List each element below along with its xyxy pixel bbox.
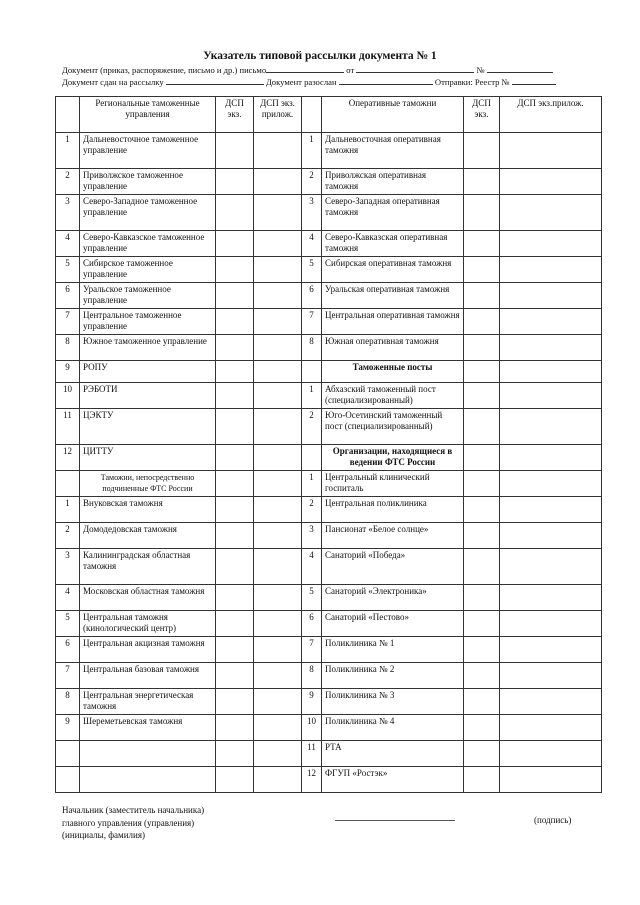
header-regional: Региональные таможенные управления (80, 97, 216, 133)
meta-handed-label: Документ сдан на рассылку (62, 77, 164, 87)
row-dsp-ekz-cell[interactable] (216, 715, 254, 741)
table-row (56, 611, 602, 637)
row-dsp-ekz-cell[interactable] (216, 283, 254, 309)
table-row (56, 637, 602, 663)
row-right-name: Санаторий «Победа» (322, 549, 464, 585)
row-number-right: 11 (302, 741, 322, 767)
table-row (56, 231, 602, 257)
row-left-name: Шереметьевская таможня (80, 715, 216, 741)
row-dsp-ekz-cell[interactable] (216, 361, 254, 383)
row-right-name: Поликлиника № 2 (322, 663, 464, 689)
table-row (56, 283, 602, 309)
row-dsp-prilozh-cell[interactable] (254, 133, 302, 169)
row-dsp-prilozh-cell[interactable] (254, 169, 302, 195)
row-number-right: 6 (302, 283, 322, 309)
row-number-right: 1 (302, 471, 322, 497)
row-dsp-prilozh-right-cell[interactable] (500, 767, 602, 793)
row-dsp-prilozh-right-cell[interactable] (500, 335, 602, 361)
row-left-name: Центральная таможня (кинологический центр) (80, 611, 216, 637)
row-right-name: Поликлиника № 3 (322, 689, 464, 715)
row-number-right: 5 (302, 257, 322, 283)
row-dsp-prilozh-right-cell[interactable] (500, 549, 602, 585)
row-dsp-ekz-right-cell[interactable] (464, 663, 500, 689)
row-left-name: Сибирское таможенное управление (80, 257, 216, 283)
row-number-left: 11 (56, 409, 80, 445)
row-dsp-ekz-right-cell[interactable] (464, 611, 500, 637)
row-dsp-ekz-right-cell[interactable] (464, 689, 500, 715)
table-row (56, 741, 602, 767)
footer-signatory (62, 804, 204, 842)
row-right-name: Центральный клинический госпиталь (322, 471, 464, 497)
row-dsp-prilozh-right-cell[interactable] (500, 195, 602, 231)
registry-number-field[interactable] (512, 75, 556, 85)
table-row (56, 361, 602, 383)
row-left-name: Северо-Кавказское таможенное управление (80, 231, 216, 257)
row-dsp-prilozh-right-cell[interactable] (500, 283, 602, 309)
row-left-name: Центральная базовая таможня (80, 663, 216, 689)
row-dsp-ekz-cell[interactable] (216, 231, 254, 257)
row-number-right (302, 361, 322, 383)
row-right-name: Дальневосточная оперативная таможня (322, 133, 464, 169)
row-number-right: 3 (302, 523, 322, 549)
row-number-right: 9 (302, 689, 322, 715)
row-dsp-ekz-right-cell[interactable] (464, 471, 500, 497)
row-number-right: 2 (302, 169, 322, 195)
row-number-left: 4 (56, 231, 80, 257)
row-right-name: Пансионат «Белое солнце» (322, 523, 464, 549)
table-row (56, 195, 602, 231)
footer-line-2: главного управления (управления) (62, 817, 195, 828)
row-left-name: Уральское таможенное управление (80, 283, 216, 309)
header-operational: Оперативные таможни (322, 97, 464, 133)
row-dsp-ekz-right-cell[interactable] (464, 309, 500, 335)
row-dsp-ekz-cell[interactable] (216, 309, 254, 335)
row-number-right: 5 (302, 585, 322, 611)
row-dsp-ekz-cell[interactable] (216, 767, 254, 793)
row-number-left: 6 (56, 637, 80, 663)
row-left-name: Центральная акцизная таможня (80, 637, 216, 663)
doc-type-field[interactable] (266, 63, 344, 73)
row-number-right: 12 (302, 767, 322, 793)
row-right-name: РТА (322, 741, 464, 767)
row-number-right (302, 445, 322, 471)
row-right-name: Поликлиника № 1 (322, 637, 464, 663)
row-dsp-ekz-right-cell[interactable] (464, 195, 500, 231)
header-num-right (302, 97, 322, 133)
table-header-row (56, 97, 602, 133)
row-right-name: Центральная оперативная таможня (322, 309, 464, 335)
table-row (56, 309, 602, 335)
row-left-name: ЦЭКТУ (80, 409, 216, 445)
row-number-left: 1 (56, 133, 80, 169)
row-number-right: 10 (302, 715, 322, 741)
row-dsp-prilozh-right-cell[interactable] (500, 133, 602, 169)
row-number-right: 7 (302, 309, 322, 335)
row-number-right: 8 (302, 663, 322, 689)
row-dsp-prilozh-cell[interactable] (254, 549, 302, 585)
row-dsp-prilozh-cell[interactable] (254, 195, 302, 231)
signature-label: (подпись) (534, 815, 572, 825)
row-dsp-ekz-cell[interactable] (216, 741, 254, 767)
meta-sent-label: Документ разослан (265, 77, 337, 87)
table-row (56, 335, 602, 361)
row-dsp-ekz-right-cell[interactable] (464, 409, 500, 445)
row-number-left: 7 (56, 309, 80, 335)
meta-line-document (62, 63, 553, 75)
row-right-name: Поликлиника № 4 (322, 715, 464, 741)
table-row (56, 497, 602, 523)
row-right-name: Центральная поликлиника (322, 497, 464, 523)
row-dsp-ekz-cell[interactable] (216, 523, 254, 549)
table-row (56, 549, 602, 585)
table-row (56, 445, 602, 471)
row-dsp-prilozh-right-cell[interactable] (500, 309, 602, 335)
row-number-right: 2 (302, 409, 322, 445)
row-number-left: 2 (56, 523, 80, 549)
row-number-left (56, 471, 80, 497)
row-number-right: 4 (302, 549, 322, 585)
row-right-name: Приволжская оперативная таможня (322, 169, 464, 195)
row-left-name: ЦИТТУ (80, 445, 216, 471)
row-dsp-ekz-cell[interactable] (216, 689, 254, 715)
row-dsp-prilozh-right-cell[interactable] (500, 471, 602, 497)
row-dsp-prilozh-right-cell[interactable] (500, 663, 602, 689)
row-left-name (80, 741, 216, 767)
row-number-right: 7 (302, 637, 322, 663)
meta-doc-label: Документ (приказ, распоряжение, письмо и др.) письмо (62, 65, 267, 75)
row-dsp-prilozh-right-cell[interactable] (500, 445, 602, 471)
row-dsp-prilozh-cell[interactable] (254, 663, 302, 689)
row-dsp-prilozh-cell[interactable] (254, 309, 302, 335)
row-dsp-prilozh-right-cell[interactable] (500, 689, 602, 715)
row-dsp-prilozh-cell[interactable] (254, 283, 302, 309)
row-dsp-prilozh-right-cell[interactable] (500, 585, 602, 611)
row-dsp-ekz-right-cell[interactable] (464, 169, 500, 195)
row-left-name: Домодедовская таможня (80, 523, 216, 549)
table-row (56, 585, 602, 611)
row-dsp-ekz-cell[interactable] (216, 549, 254, 585)
row-number-left: 5 (56, 611, 80, 637)
row-number-left: 9 (56, 361, 80, 383)
table-row (56, 133, 602, 169)
row-dsp-ekz-right-cell[interactable] (464, 497, 500, 523)
row-dsp-ekz-right-cell[interactable] (464, 715, 500, 741)
row-number-left: 8 (56, 335, 80, 361)
row-right-name: Абхазский таможенный пост (специализированный) (322, 383, 464, 409)
row-number-left: 1 (56, 497, 80, 523)
row-dsp-prilozh-cell[interactable] (254, 383, 302, 409)
row-dsp-ekz-right-cell[interactable] (464, 231, 500, 257)
table-row (56, 715, 602, 741)
row-dsp-prilozh-right-cell[interactable] (500, 409, 602, 445)
row-dsp-prilozh-right-cell[interactable] (500, 523, 602, 549)
row-dsp-prilozh-right-cell[interactable] (500, 715, 602, 741)
row-dsp-ekz-cell[interactable] (216, 335, 254, 361)
row-dsp-ekz-right-cell[interactable] (464, 585, 500, 611)
row-right-name: Северо-Западная оперативная таможня (322, 195, 464, 231)
row-dsp-prilozh-cell[interactable] (254, 409, 302, 445)
row-number-left: 2 (56, 169, 80, 195)
row-number-left: 8 (56, 689, 80, 715)
row-number-left (56, 741, 80, 767)
row-dsp-prilozh-cell[interactable] (254, 585, 302, 611)
row-dsp-ekz-right-cell[interactable] (464, 383, 500, 409)
table-row (56, 383, 602, 409)
row-number-left: 7 (56, 663, 80, 689)
row-number-right: 3 (302, 195, 322, 231)
header-dsp-ekz: ДСП экз. (216, 97, 254, 133)
row-right-name: Организации, находящиеся в ведении ФТС России (322, 445, 464, 471)
header-num-left (56, 97, 80, 133)
row-dsp-ekz-cell[interactable] (216, 383, 254, 409)
row-left-name: Московская областная таможня (80, 585, 216, 611)
row-dsp-ekz-right-cell[interactable] (464, 445, 500, 471)
row-dsp-ekz-cell[interactable] (216, 409, 254, 445)
row-right-name: Северо-Кавказская оперативная таможня (322, 231, 464, 257)
row-dsp-ekz-cell[interactable] (216, 471, 254, 497)
table-row (56, 689, 602, 715)
row-left-name: Дальневосточное таможенное управление (80, 133, 216, 169)
row-dsp-prilozh-right-cell[interactable] (500, 637, 602, 663)
row-dsp-prilozh-cell[interactable] (254, 637, 302, 663)
row-number-left: 12 (56, 445, 80, 471)
row-number-right: 1 (302, 383, 322, 409)
row-dsp-prilozh-cell[interactable] (254, 497, 302, 523)
table-row (56, 169, 602, 195)
sent-date-field[interactable] (339, 75, 433, 85)
row-dsp-prilozh-right-cell[interactable] (500, 257, 602, 283)
row-dsp-ekz-cell[interactable] (216, 637, 254, 663)
row-dsp-prilozh-cell[interactable] (254, 689, 302, 715)
row-right-name: Юго-Осетинский таможенный пост (специализированный) (322, 409, 464, 445)
table-row (56, 523, 602, 549)
row-left-name: Калининградская областная таможня (80, 549, 216, 585)
row-dsp-ekz-right-cell[interactable] (464, 549, 500, 585)
row-number-right: 4 (302, 231, 322, 257)
row-right-name: Сибирская оперативная таможня (322, 257, 464, 283)
row-right-name: ФГУП «Ростэк» (322, 767, 464, 793)
row-dsp-ekz-right-cell[interactable] (464, 361, 500, 383)
table-row (56, 663, 602, 689)
row-dsp-prilozh-cell[interactable] (254, 741, 302, 767)
row-dsp-ekz-right-cell[interactable] (464, 133, 500, 169)
row-dsp-prilozh-cell[interactable] (254, 361, 302, 383)
row-number-left: 6 (56, 283, 80, 309)
row-right-name: Санаторий «Пестово» (322, 611, 464, 637)
row-left-name (80, 767, 216, 793)
row-left-name: Внуковская таможня (80, 497, 216, 523)
row-dsp-ekz-right-cell[interactable] (464, 741, 500, 767)
table-row (56, 767, 602, 793)
row-dsp-prilozh-cell[interactable] (254, 767, 302, 793)
row-dsp-ekz-cell[interactable] (216, 133, 254, 169)
row-dsp-ekz-right-cell[interactable] (464, 767, 500, 793)
row-left-name: Центральное таможенное управление (80, 309, 216, 335)
row-number-left: 3 (56, 549, 80, 585)
row-left-name: Приволжское таможенное управление (80, 169, 216, 195)
row-dsp-ekz-right-cell[interactable] (464, 335, 500, 361)
row-number-left: 3 (56, 195, 80, 231)
footer-line-3: (инициалы, фамилия) (62, 830, 145, 840)
row-dsp-ekz-cell[interactable] (216, 497, 254, 523)
row-left-name: РЭБОТИ (80, 383, 216, 409)
row-dsp-ekz-cell[interactable] (216, 663, 254, 689)
row-dsp-ekz-right-cell[interactable] (464, 283, 500, 309)
row-dsp-prilozh-cell[interactable] (254, 445, 302, 471)
row-dsp-prilozh-right-cell[interactable] (500, 741, 602, 767)
doc-number-field[interactable] (487, 63, 553, 73)
row-dsp-prilozh-right-cell[interactable] (500, 361, 602, 383)
row-dsp-ekz-cell[interactable] (216, 195, 254, 231)
row-dsp-ekz-right-cell[interactable] (464, 637, 500, 663)
row-dsp-prilozh-right-cell[interactable] (500, 383, 602, 409)
row-dsp-prilozh-cell[interactable] (254, 257, 302, 283)
signature-line[interactable] (335, 820, 455, 821)
row-right-name: Южная оперативная таможня (322, 335, 464, 361)
table-row (56, 409, 602, 445)
row-dsp-ekz-cell[interactable] (216, 169, 254, 195)
row-dsp-prilozh-right-cell[interactable] (500, 611, 602, 637)
row-dsp-prilozh-cell[interactable] (254, 715, 302, 741)
row-dsp-prilozh-cell[interactable] (254, 231, 302, 257)
row-number-right: 1 (302, 133, 322, 169)
header-dsp-prilozh-right: ДСП экз.прилож. (500, 97, 602, 133)
row-dsp-prilozh-cell[interactable] (254, 611, 302, 637)
row-dsp-ekz-cell[interactable] (216, 611, 254, 637)
row-left-name: Центральная энергетическая таможня (80, 689, 216, 715)
row-right-name: Уральская оперативная таможня (322, 283, 464, 309)
row-number-left (56, 767, 80, 793)
row-dsp-ekz-right-cell[interactable] (464, 523, 500, 549)
row-dsp-prilozh-right-cell[interactable] (500, 169, 602, 195)
row-number-left: 4 (56, 585, 80, 611)
row-left-name: Северо-Западное таможенное управление (80, 195, 216, 231)
row-number-left: 10 (56, 383, 80, 409)
table-row (56, 471, 602, 497)
meta-no-label: № (476, 65, 485, 75)
table-row (56, 257, 602, 283)
row-left-name: Южное таможенное управление (80, 335, 216, 361)
row-dsp-ekz-cell[interactable] (216, 445, 254, 471)
row-dsp-prilozh-right-cell[interactable] (500, 497, 602, 523)
row-number-right: 2 (302, 497, 322, 523)
row-dsp-prilozh-right-cell[interactable] (500, 231, 602, 257)
handed-date-field[interactable] (166, 75, 264, 85)
row-right-name: Санаторий «Электроника» (322, 585, 464, 611)
footer-line-1: Начальник (заместитель начальника) (62, 805, 205, 815)
meta-line-dispatch (62, 75, 556, 87)
row-left-name: Таможни, непосредственно подчиненные ФТС России (80, 471, 216, 497)
row-right-name: Таможенные посты (322, 361, 464, 383)
meta-from-label: от (346, 65, 355, 75)
row-dsp-ekz-cell[interactable] (216, 585, 254, 611)
meta-dispatch-label: Отправки: Реестр № (434, 77, 510, 87)
row-dsp-ekz-cell[interactable] (216, 257, 254, 283)
row-dsp-prilozh-cell[interactable] (254, 471, 302, 497)
row-number-left: 9 (56, 715, 80, 741)
document-title: Указатель типовой рассылки документа № 1 (203, 50, 437, 62)
row-number-left: 5 (56, 257, 80, 283)
header-dsp-ekz-right: ДСП экз. (464, 97, 500, 133)
row-dsp-ekz-right-cell[interactable] (464, 257, 500, 283)
header-dsp-prilozh: ДСП экз. прилож. (254, 97, 302, 133)
row-number-right: 6 (302, 611, 322, 637)
row-number-right: 8 (302, 335, 322, 361)
row-left-name: РОПУ (80, 361, 216, 383)
row-dsp-prilozh-cell[interactable] (254, 523, 302, 549)
distribution-table (55, 96, 602, 793)
doc-date-field[interactable] (356, 63, 474, 73)
row-dsp-prilozh-cell[interactable] (254, 335, 302, 361)
